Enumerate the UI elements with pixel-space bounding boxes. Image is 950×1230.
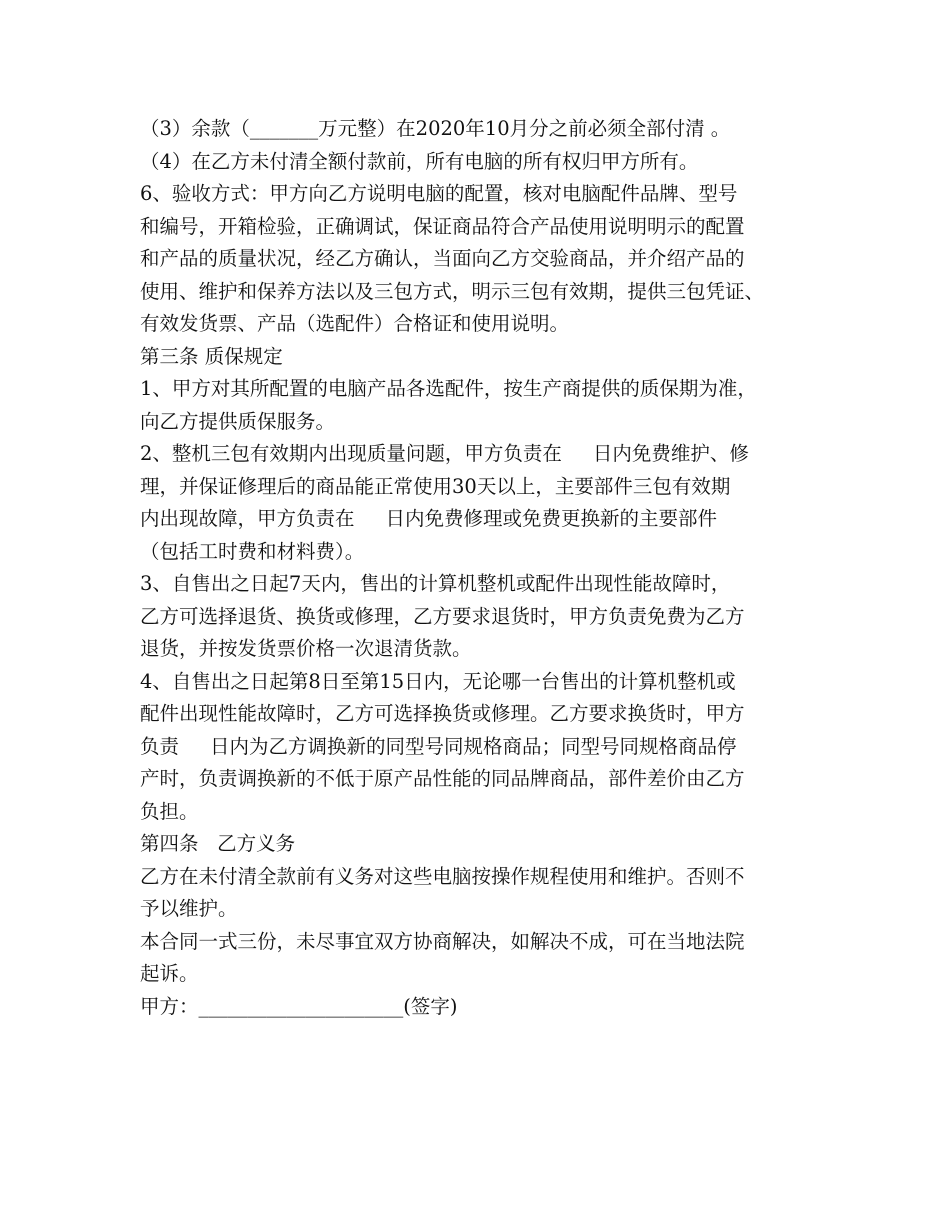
text-line: 有效发货票、产品（选配件）合格证和使用说明。: [140, 312, 570, 335]
signature-line: 甲方：_____________________(签字): [140, 994, 458, 1018]
text-line: 和编号，开箱检验，正确调试，保证商品符合产品使用说明明示的配置: [140, 214, 745, 238]
text-line: 3、自售出之日起7天内，售出的计算机整机或配件出现性能故障时，: [140, 572, 731, 595]
text-line: 产时，负责调换新的不低于原产品性能的同品牌商品，部件差价由乙方: [140, 767, 745, 790]
contract-body: [140, 113, 830, 1023]
section-heading: 第四条 乙方义务: [140, 832, 296, 855]
text-line: 和产品的质量状况，经乙方确认，当面向乙方交验商品，并介绍产品的: [140, 247, 745, 270]
section-heading: 第三条 质保规定: [140, 344, 283, 368]
text-line: 起诉。: [140, 962, 199, 985]
text-line: 本合同一式三份，未尽事宜双方协商解决，如解决不成，可在当地法院: [140, 929, 745, 953]
text-line: （3）余款（_______万元整）在2020年10月分之前必须全部付清 。: [140, 117, 731, 140]
text-line: 负责 日内为乙方调换新的同型号同规格商品；同型号同规格商品停: [140, 734, 737, 758]
text-line: 1、甲方对其所配置的电脑产品各选配件，按生产商提供的质保期为准，: [140, 377, 757, 400]
text-line: 负担。: [140, 799, 199, 823]
text-line: 配件出现性能故障时，乙方可选择换货或修理。乙方要求换货时，甲方: [140, 702, 745, 725]
text-line: 乙方在未付清全款前有义务对这些电脑按操作规程使用和维护。否则不: [140, 864, 745, 888]
text-line: 内出现故障，甲方负责在 日内免费修理或免费更换新的主要部件: [140, 507, 717, 530]
text-line: 向乙方提供质保服务。: [140, 409, 336, 433]
text-line: 理，并保证修理后的商品能正常使用30天以上，主要部件三包有效期: [140, 474, 731, 498]
text-line: 2、整机三包有效期内出现质量问题，甲方负责在 日内免费维护、修: [140, 442, 749, 465]
text-line: （4）在乙方未付清全额付款前，所有电脑的所有权归甲方所有。: [140, 149, 699, 173]
text-line: 使用、维护和保养方法以及三包方式，明示三包有效期，提供三包凭证、: [140, 279, 765, 303]
text-line: 乙方可选择退货、换货或修理，乙方要求退货时，甲方负责免费为乙方: [140, 604, 745, 628]
text-line: 退货，并按发货票价格一次退清货款。: [140, 637, 472, 660]
text-line: 予以维护。: [140, 897, 238, 920]
text-line: （包括工时费和材料费）。: [140, 539, 365, 563]
text-line: 4、自售出之日起第8日至第15日内，无论哪一台售出的计算机整机或: [140, 669, 736, 693]
text-line: 6、验收方式：甲方向乙方说明电脑的配置，核对电脑配件品牌、型号: [140, 182, 738, 205]
